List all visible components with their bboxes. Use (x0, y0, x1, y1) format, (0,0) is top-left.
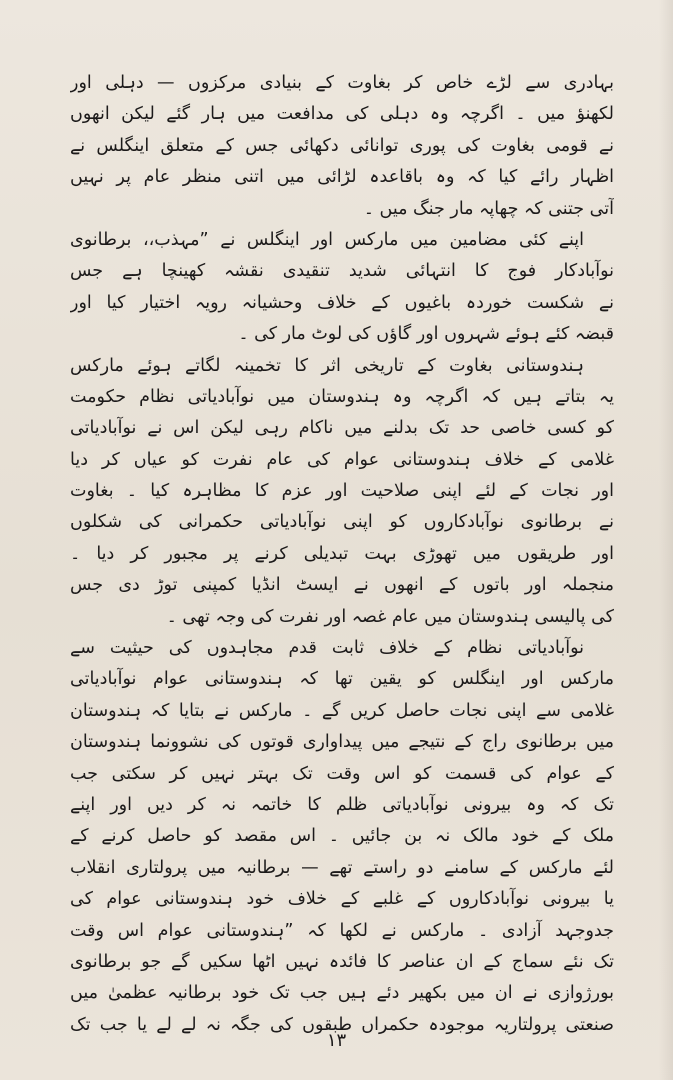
text-line: اور طریقوں میں تھوڑی بہت تبدیلی کرنے پر مجبور کر دیا ۔ (70, 543, 614, 564)
text-line: بورژوازی نے ان میں بکھیر دئے ہیں جب تک خود برطانیہ عظمیٰ میں (70, 983, 614, 1004)
text-line: ملک کے خود مالک نہ بن جائیں ۔ اس مقصد کو حاصل کرنے کے (70, 826, 614, 847)
text-line: اظہار رائے کیا کہ وہ باقاعدہ لڑائی میں اتنی منظر عام پر نہیں (70, 167, 614, 188)
text-line: مارکس اور اینگلس کو یقین تھا کہ ہندوستانی عوام نوآبادیاتی (70, 669, 614, 690)
text-line: صنعتی پرولتاریہ موجودہ حکمراں طبقوں کی جگہ نہ لے لے یا جب تک (70, 1014, 614, 1035)
text-line: بہادری سے لڑے خاص کر بغاوت کے بنیادی مرکزوں — دہلی اور (70, 73, 614, 93)
text-line: نے برطانوی نوآبادکاروں کو اپنی نوآبادیاتی حکمرانی کی شکلوں (70, 512, 614, 533)
text-line: لئے مارکس کے سامنے دو راستے تھے — برطانیہ میں پرولتاری انقلاب (70, 857, 614, 878)
page-number: ١٣ (326, 1030, 347, 1051)
text-line: قبضہ کئے ہوئے شہروں اور گاؤں کی لوٹ مار کی ۔ (238, 324, 614, 345)
page-edge-shadow (659, 0, 673, 1080)
text-line: اپنے کئی مضامین میں مارکس اور اینگلس نے ”مہذب،، برطانوی (70, 229, 584, 250)
text-line: کی پالیسی ہندوستان میں عام غصہ اور نفرت کی وجہ تھی ۔ (166, 606, 614, 627)
text-line: یا بیرونی نوآبادکاروں کے غلبے کے خلاف خود ہندوستانی عوام کی (70, 889, 614, 910)
text-line: تک نئے سماج کے ان عناصر کا فائدہ نہیں اٹھا سکیں گے جو برطانوی (70, 951, 614, 972)
text-line: منجملہ اور باتوں کے انھوں نے ایسٹ انڈیا کمپنی توڑ دی جس (70, 575, 614, 596)
text-line: نے شکست خوردہ باغیوں کے خلاف وحشیانہ رویہ اختیار کیا اور (70, 292, 614, 313)
text-line: یہ بتاتے ہیں کہ اگرچہ وہ ہندوستان میں نوآبادیاتی نظام حکومت (70, 386, 614, 407)
text-line: کو کسی خاصی حد تک بدلنے میں ناکام رہی لیکن اس نے نوآبادیاتی (70, 418, 614, 439)
text-line: نوآبادیاتی نظام کے خلاف ثابت قدم مجاہدوں کی حیثیت سے (70, 638, 584, 659)
text-line: نوآبادکار فوج کا انتہائی شدید تنقیدی نقشہ کھینچا ہے جس (70, 261, 614, 282)
text-line: غلامی سے اپنی نجات حاصل کریں گے ۔ مارکس نے بتایا کہ ہندوستان (70, 700, 614, 721)
text-line: تک کہ وہ بیرونی نوآبادیاتی ظلم کا خاتمہ نہ کر دیں اور اپنے (70, 794, 614, 815)
text-line: میں برطانوی راج کے نتیجے میں پیداواری قوتوں کی نشوونما ہندوستان (70, 732, 614, 753)
text-line: غلامی کے خلاف ہندوستانی عوام کی عام نفرت کو عیاں کر دیا (70, 449, 614, 470)
text-line: لکھنؤ میں ۔ اگرچہ وہ دہلی کی مدافعت میں ہار گئے لیکن انھوں (70, 104, 614, 125)
text-line: نے قومی بغاوت کی پوری توانائی دکھائی جس کے متعلق اینگلس نے (70, 135, 614, 156)
text-line: آتی جتنی کہ چھاپہ مار جنگ میں ۔ (363, 198, 614, 219)
text-line: ہندوستانی بغاوت کے تاریخی اثر کا تخمینہ لگاتے ہوئے مارکس (70, 355, 584, 376)
text-line: کے عوام کی قسمت کو اس وقت تک بہتر نہیں کر سکتی جب (70, 763, 614, 784)
body-text (70, 68, 614, 1041)
text-line: اور نجات کے لئے اپنی صلاحیت اور عزم کا مظاہرہ کیا ۔ بغاوت (70, 481, 614, 502)
text-line: جدوجہد آزادی ۔ مارکس نے لکھا کہ ”ہندوستانی عوام اس وقت (70, 920, 614, 941)
